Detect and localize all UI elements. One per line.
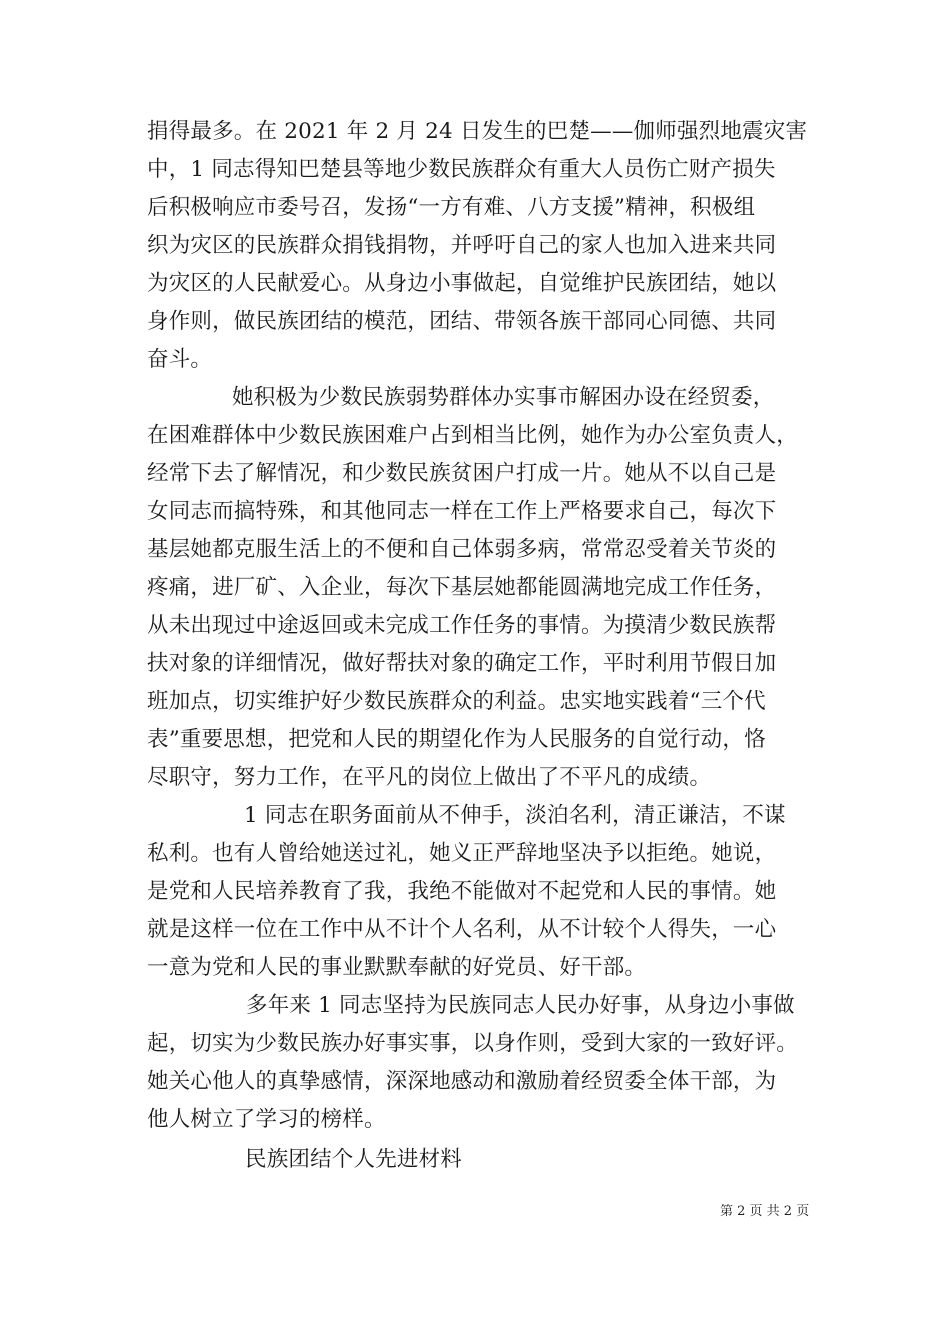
paragraph-line: 基层她都克服生活上的不便和自己体弱多病，常常忍受着关节炎的 bbox=[147, 537, 777, 562]
paragraph-line: 从未出现过中途返回或未完成工作任务的事情。为摸清少数民族帮 bbox=[147, 613, 777, 638]
paragraph-line: 织为灾区的民族群众捐钱捐物，并呼吁自己的家人也加入进来共同 bbox=[147, 233, 777, 258]
paragraph-line: 中，1 同志得知巴楚县等地少数民族群众有重大人员伤亡财产损失 bbox=[147, 157, 776, 182]
paragraph-line: 在困难群体中少数民族困难户占到相当比例，她作为办公室负责人， bbox=[147, 423, 799, 448]
paragraph-line: 女同志而搞特殊，和其他同志一样在工作上严格要求自己，每次下 bbox=[147, 499, 777, 524]
paragraph-line: 起，切实为少数民族办好事实事，以身作则，受到大家的一致好评。 bbox=[147, 1031, 799, 1056]
page-number-footer: 第 2 页 共 2 页 bbox=[720, 1204, 810, 1219]
paragraph-line: 是党和人民培养教育了我，我绝不能做对不起党和人民的事情。她 bbox=[147, 879, 777, 904]
paragraph-line: 她关心他人的真挚感情，深深地感动和激励着经贸委全体干部，为 bbox=[147, 1069, 777, 1094]
paragraph-line: 他人树立了学习的榜样。 bbox=[147, 1107, 386, 1132]
paragraph-line: 1 同志在职务面前从不伸手，淡泊名利，清正谦洁，不谋 bbox=[244, 803, 786, 828]
document-title-line: 民族团结个人先进材料 bbox=[245, 1147, 463, 1172]
paragraph-line: 多年来 1 同志坚持为民族同志人民办好事，从身边小事做 bbox=[246, 993, 795, 1018]
paragraph-line: 一意为党和人民的事业默默奉献的好党员、好干部。 bbox=[147, 955, 647, 980]
paragraph-line: 身作则，做民族团结的模范，团结、带领各族干部同心同德、共同 bbox=[147, 309, 777, 334]
paragraph-line: 表”重要思想，把党和人民的期望化作为人民服务的自觉行动，恪 bbox=[147, 727, 766, 752]
paragraph-line: 她积极为少数民族弱势群体办实事市解困办设在经贸委， bbox=[232, 385, 775, 410]
paragraph-line: 后积极响应市委号召，发扬“一方有难、八方支援”精神，积极组 bbox=[147, 195, 756, 220]
paragraph-line: 疼痛，进厂矿、入企业，每次下基层她都能圆满地完成工作任务， bbox=[147, 575, 777, 600]
paragraph-line: 经常下去了解情况，和少数民族贫困户打成一片。她从不以自己是 bbox=[147, 461, 777, 486]
paragraph-line: 扶对象的详细情况，做好帮扶对象的确定工作，平时利用节假日加 bbox=[147, 651, 777, 676]
paragraph-line: 就是这样一位在工作中从不计个人名利，从不计较个人得失，一心 bbox=[147, 917, 777, 942]
paragraph-line: 私利。也有人曾给她送过礼，她义正严辞地坚决予以拒绝。她说， bbox=[147, 841, 777, 866]
paragraph-line: 为灾区的人民献爱心。从身边小事做起，自觉维护民族团结，她以 bbox=[147, 271, 777, 296]
paragraph-line: 奋斗。 bbox=[147, 347, 213, 372]
paragraph-line: 班加点，切实维护好少数民族群众的利益。忠实地实践着“三个代 bbox=[147, 689, 766, 714]
paragraph-line: 尽职守，努力工作，在平凡的岗位上做出了不平凡的成绩。 bbox=[147, 765, 712, 790]
paragraph-line: 捐得最多。在 2021 年 2 月 24 日发生的巴楚——伽师强烈地震灾害 bbox=[147, 119, 808, 144]
